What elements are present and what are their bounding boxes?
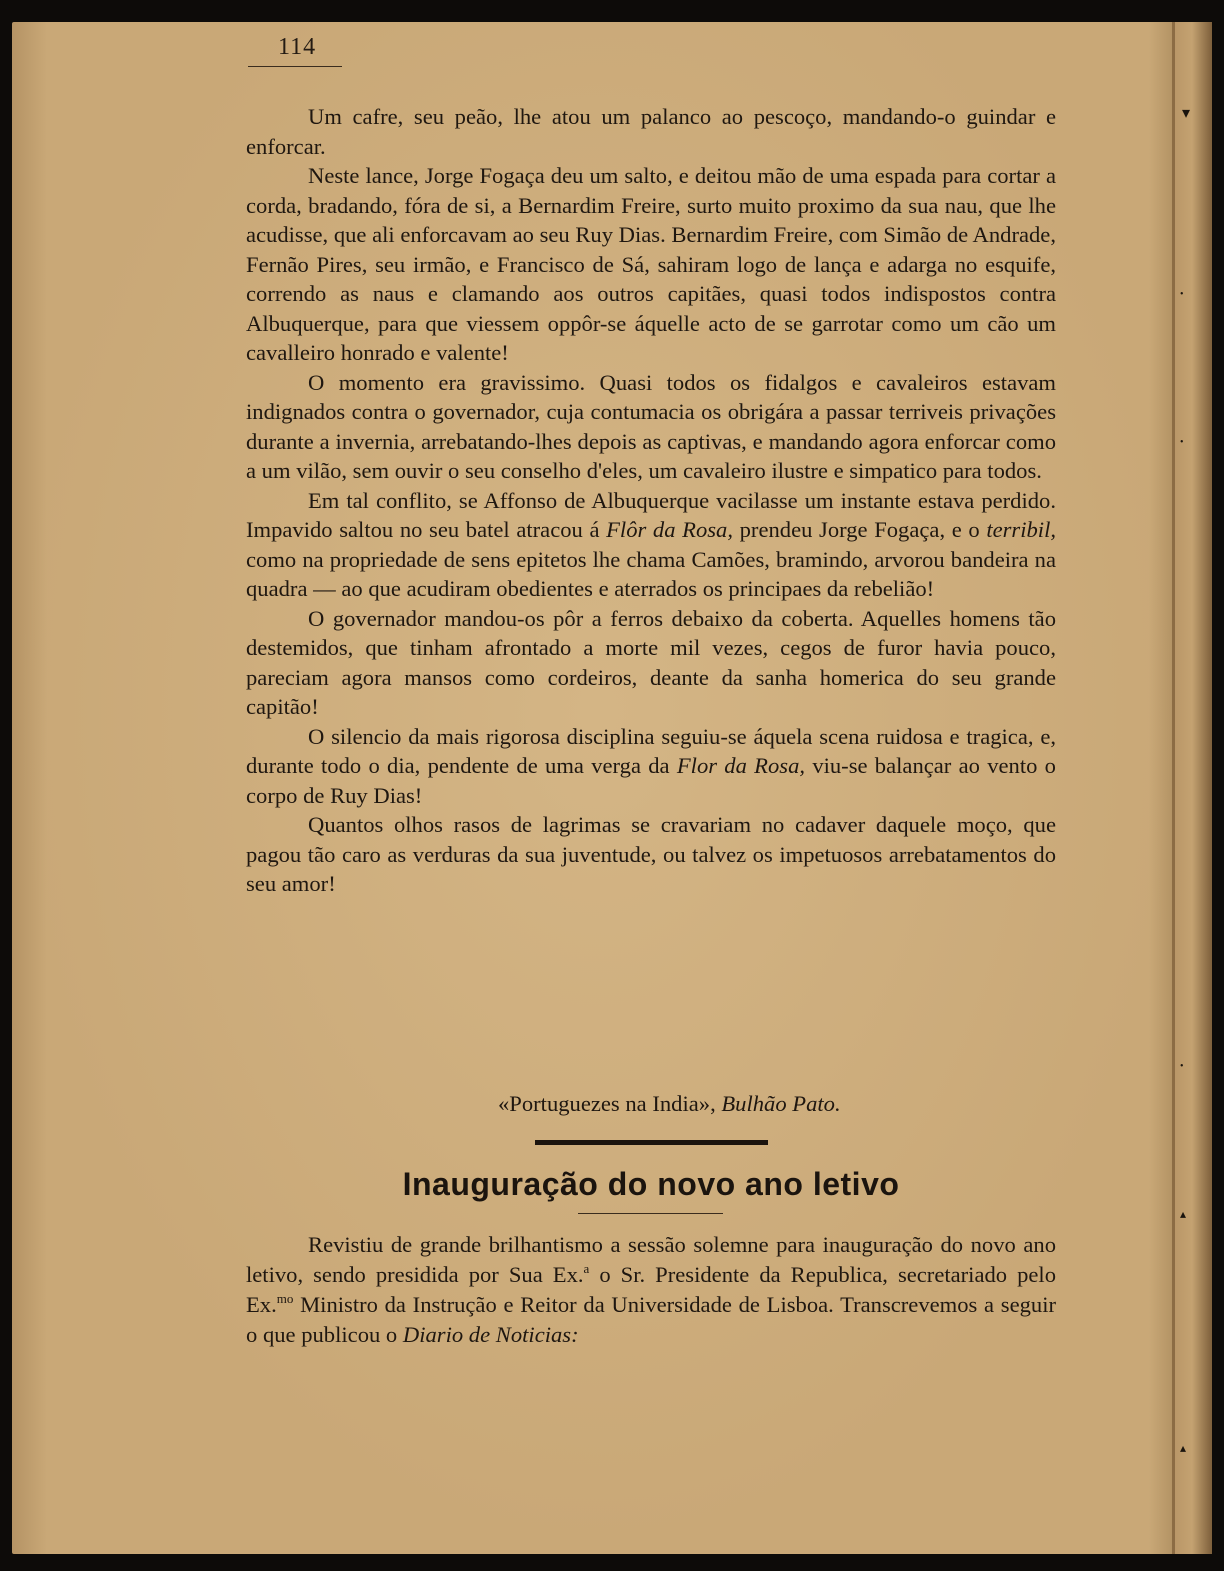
edge-mark: ▾ bbox=[1182, 105, 1191, 122]
paragraph bbox=[246, 102, 1056, 161]
ship-name: Flor da Rosa, bbox=[676, 753, 806, 778]
paragraph-text: Revistiu de grande brilhantismo a sessão solemne para inauguração do novo ano letivo, sendo presidida por Sua Ex. bbox=[246, 1232, 1056, 1287]
superscript: a bbox=[583, 1261, 590, 1276]
edge-mark: • bbox=[1180, 289, 1184, 300]
paragraph-text: O momento era gravissimo. Quasi todos os fidalgos e cavaleiros estavam indignados contra o governador, cuja contumacia os obrigára a passar terriveis privações durante a invernia, arrebatando-lhes depois as captivas, e mandando agora enforcar como a um vilão, sem ouvir o seu conselho d'eles, um cavaleiro ilustre e simpatico para todos. bbox=[246, 369, 1056, 483]
edge-mark: ▴ bbox=[1180, 1441, 1187, 1455]
citation-source: «Portuguezes na India», bbox=[498, 1091, 716, 1116]
paragraph bbox=[246, 810, 1056, 899]
newspaper-name: Diario de Noticias: bbox=[402, 1322, 579, 1347]
ship-name: Flôr da Rosa, bbox=[606, 517, 733, 542]
page-number: 114 bbox=[278, 34, 317, 60]
page-edge-strip bbox=[1172, 22, 1212, 1554]
paragraph-text: Ministro da Instrução e Reitor da Universidade de Lisboa. Transcrevemos a seguir o que publicou o bbox=[246, 1292, 1056, 1347]
paragraph-text: O governador mandou-os pôr a ferros debaixo da coberta. Aquelles homens tão destemidos, que tinham afrontado a morte mil vezes, cegos de furor havia pouco, pareciam agora mansos como cordeiros, deante da sanha homerica do seu grande capitão! bbox=[246, 605, 1056, 719]
paragraph bbox=[246, 161, 1056, 368]
paragraph-text: Neste lance, Jorge Fogaça deu um salto, e deitou mão de uma espada para cortar a corda, bradando, fóra de si, a Bernardim Freire, surto muito proximo da sua nau, que lhe acudisse, que ali enforcavam ao seu Ruy Dias. Bernardim Freire, com Simão de Andrade, Fernão Pires, seu irmão, e Francisco de Sá, sahiram logo de lança e adarga no esquife, correndo as naus e clamando aos outros capitães, quasi todos indispostos contra Albuquerque, para que viessem oppôr-se áquelle acto de se garrotar como um cão um cavalleiro honrado e valente! bbox=[246, 163, 1056, 365]
citation bbox=[498, 1091, 841, 1117]
article-body-2 bbox=[246, 1230, 1056, 1350]
section-divider bbox=[535, 1140, 768, 1145]
paragraph bbox=[246, 368, 1056, 486]
superscript: mo bbox=[276, 1291, 294, 1306]
page-fold-line bbox=[1172, 22, 1175, 1554]
edge-mark: ▴ bbox=[1180, 1207, 1187, 1221]
paragraph bbox=[246, 722, 1056, 811]
headline-underline bbox=[578, 1213, 723, 1214]
paragraph bbox=[246, 1230, 1056, 1350]
citation-author: Bulhão Pato. bbox=[721, 1091, 841, 1116]
paragraph bbox=[246, 486, 1056, 604]
paragraph-text: como na propriedade de sens epitetos lhe chama Camões, bramindo, arvorou bandeira na quadra — ao que acudiram obedientes e aterrados os principaes da rebelião! bbox=[246, 546, 1056, 601]
article-headline: Inauguração do novo ano letivo bbox=[402, 1166, 900, 1202]
paragraph-text: Em tal conflito, se Affonso de Albuquerque vacilasse um instante estava perdido. Impavido saltou no seu batel atracou á bbox=[246, 487, 1056, 542]
paragraph-text: o Sr. Presidente da Republica, secretariado pelo Ex. bbox=[246, 1262, 1056, 1317]
paragraph-text: prendeu Jorge Fogaça, e o bbox=[733, 517, 987, 542]
epithet: terribil, bbox=[986, 517, 1056, 542]
article-body bbox=[246, 102, 1056, 899]
edge-mark: • bbox=[1180, 1061, 1184, 1072]
paragraph-text: viu-se balançar ao vento o corpo de Ruy Dias! bbox=[246, 753, 1056, 808]
paragraph-text: Um cafre, seu peão, lhe atou um palanco ao pescoço, mandando-o guindar e enforcar. bbox=[246, 104, 1056, 159]
page-number-rule bbox=[248, 66, 342, 67]
paragraph-text: Quantos olhos rasos de lagrimas se cravariam no cadaver daquele moço, que pagou tão caro as verduras da sua juventude, ou talvez os impetuosos arrebatamentos do seu amor! bbox=[246, 812, 1056, 896]
paragraph bbox=[246, 604, 1056, 722]
paragraph-text: O silencio da mais rigorosa disciplina seguiu-se áquela scena ruidosa e tragica, e, durante todo o dia, pendente de uma verga da bbox=[246, 723, 1056, 778]
edge-mark: • bbox=[1180, 437, 1184, 448]
